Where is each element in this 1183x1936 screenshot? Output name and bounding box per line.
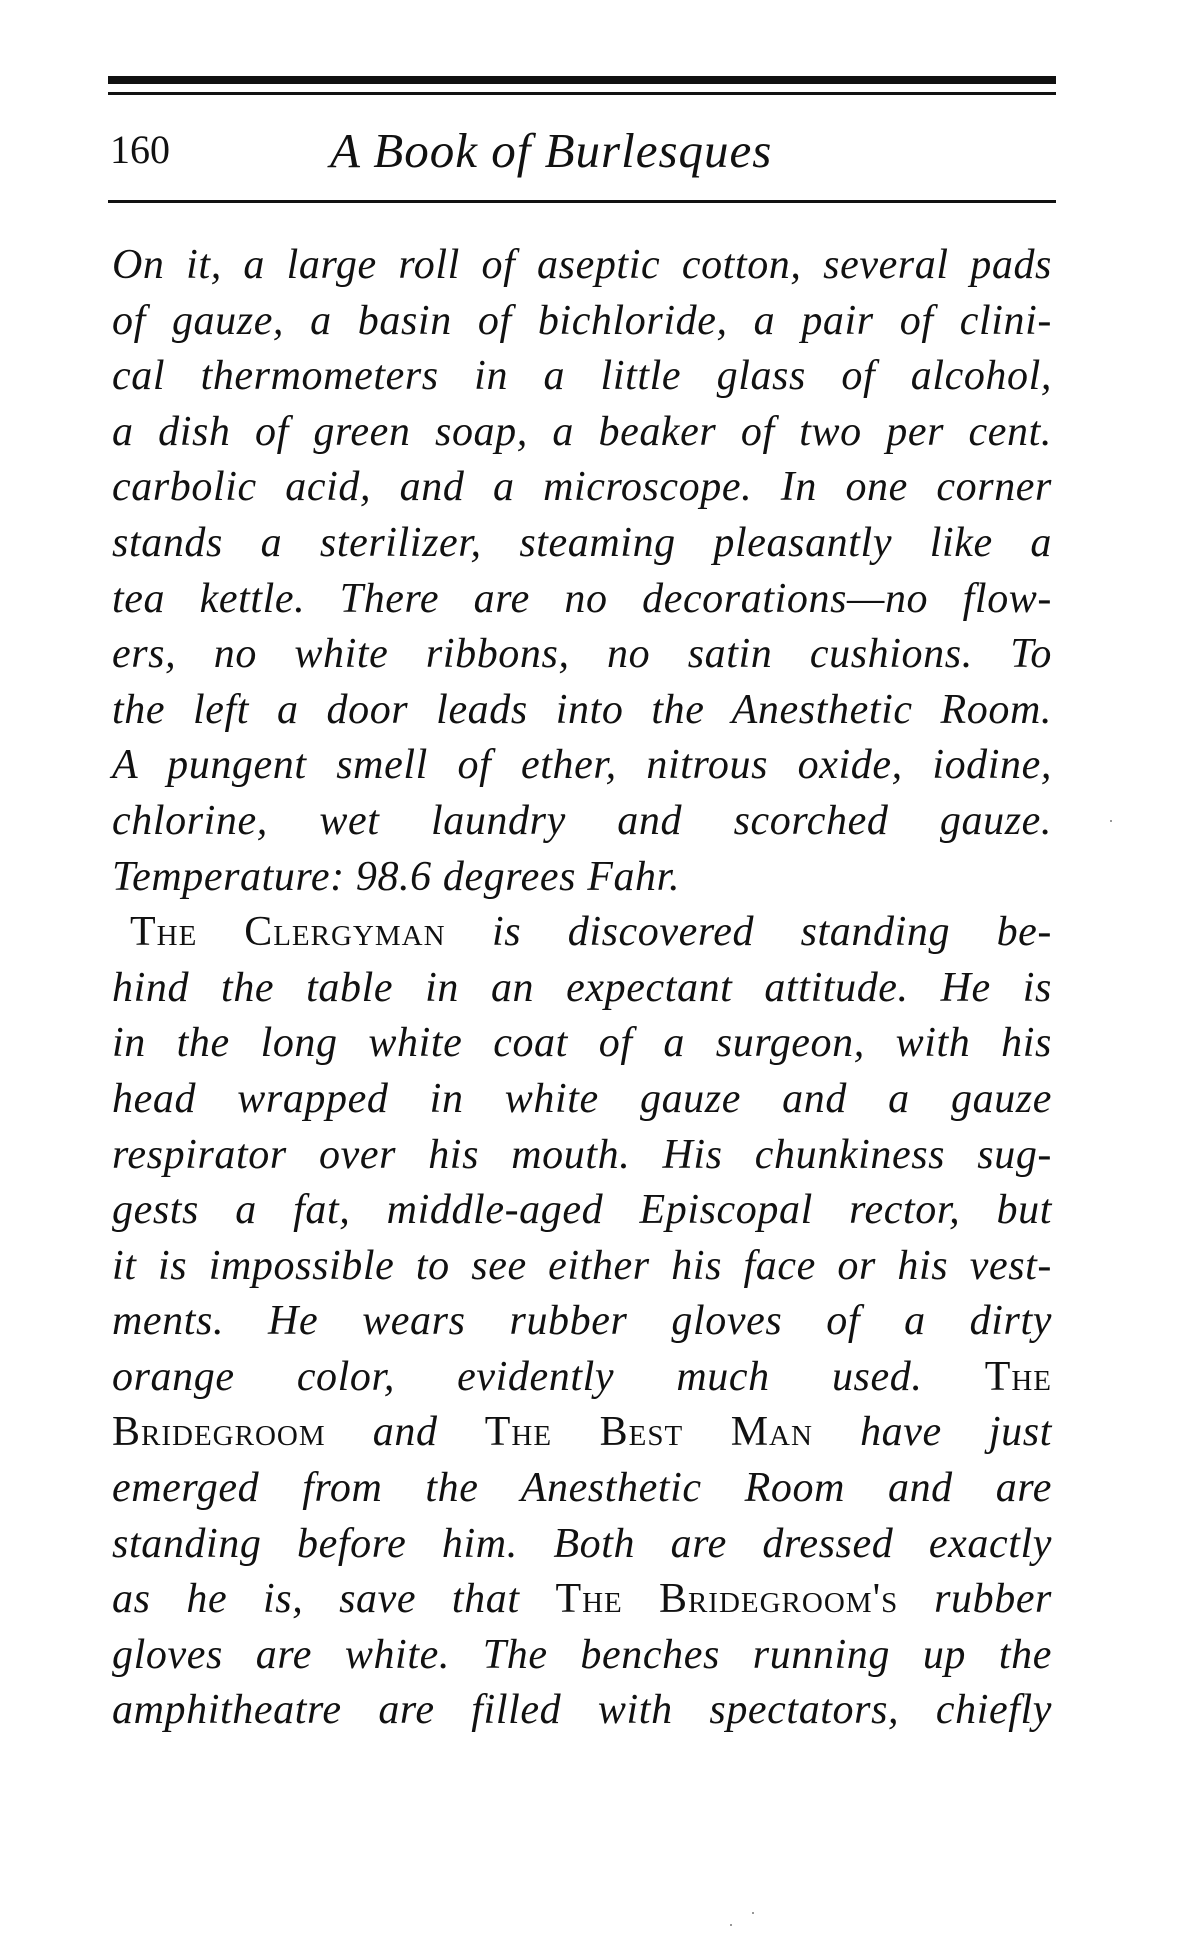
page-header bbox=[108, 122, 1056, 182]
text-fragment: rubber bbox=[898, 1576, 1053, 1623]
text-line: ers, no white ribbons, no satin cushions. To bbox=[112, 631, 1052, 678]
text-line: ments. He wears rubber gloves of a dirty bbox=[112, 1298, 1052, 1345]
header-rule bbox=[108, 200, 1056, 203]
text-line: tea kettle. There are no decorations—no flow- bbox=[112, 575, 1052, 622]
text-fragment: have just bbox=[812, 1409, 1052, 1456]
small-caps-name: The bbox=[984, 1353, 1052, 1400]
small-caps-name: Bridegroom bbox=[112, 1409, 326, 1456]
text-line: gloves are white. The benches running up the bbox=[112, 1631, 1052, 1678]
page-number: 160 bbox=[110, 127, 170, 172]
text-line: standing before him. Both are dressed exactly bbox=[112, 1520, 1052, 1567]
text-line: carbolic acid, and a microscope. In one corner bbox=[112, 464, 1052, 511]
text-line: A pungent smell of ether, nitrous oxide, iodine, bbox=[112, 742, 1052, 789]
text-line: a dish of green soap, a beaker of two per cent. bbox=[112, 408, 1052, 455]
text-fragment: is discovered standing be- bbox=[445, 909, 1052, 956]
body-text bbox=[112, 238, 1052, 1739]
text-line: Temperature: 98.6 degrees Fahr. bbox=[112, 853, 681, 900]
text-line: emerged from the Anesthetic Room and are bbox=[112, 1465, 1052, 1512]
text-line: the left a door leads into the Anesthetic Room. bbox=[112, 686, 1052, 733]
text-line bbox=[112, 1572, 1052, 1628]
top-double-rule-thick bbox=[108, 76, 1056, 84]
text-fragment: orange color, evidently much used. bbox=[112, 1353, 985, 1400]
text-line: On it, a large roll of aseptic cotton, several pads bbox=[112, 242, 1052, 288]
text-line: amphitheatre are filled with spectators, chiefly bbox=[112, 1687, 1052, 1734]
scan-speck bbox=[730, 1924, 732, 1926]
text-line: it is impossible to see either his face or his vest- bbox=[112, 1242, 1052, 1289]
text-line: of gauze, a basin of bichloride, a pair of clini- bbox=[112, 297, 1052, 344]
text-line bbox=[112, 1405, 1052, 1461]
text-line: respirator over his mouth. His chunkiness sug- bbox=[112, 1131, 1052, 1178]
text-line: stands a sterilizer, steaming pleasantly like a bbox=[112, 519, 1052, 566]
running-title: A Book of Burlesques bbox=[330, 123, 773, 178]
text-line: head wrapped in white gauze and a gauze bbox=[112, 1075, 1052, 1122]
small-caps-name: The Bridegroom's bbox=[555, 1576, 899, 1623]
text-line: chlorine, wet laundry and scorched gauze. bbox=[112, 797, 1052, 844]
text-line bbox=[112, 905, 1052, 961]
text-fragment: as he is, save that bbox=[112, 1576, 556, 1623]
text-line: cal thermometers in a little glass of alcohol, bbox=[112, 353, 1052, 400]
text-fragment: and bbox=[325, 1409, 485, 1456]
text-line bbox=[112, 1350, 1052, 1406]
text-line: gests a fat, middle-aged Episcopal rector, but bbox=[112, 1187, 1052, 1234]
text-line: in the long white coat of a surgeon, with his bbox=[112, 1020, 1052, 1067]
small-caps-name: The Clergyman bbox=[130, 909, 446, 956]
scan-speck bbox=[1110, 820, 1112, 822]
scan-speck bbox=[752, 1912, 754, 1914]
top-double-rule-thin bbox=[108, 92, 1056, 95]
small-caps-name: The Best Man bbox=[484, 1409, 813, 1456]
text-line: hind the table in an expectant attitude. He is bbox=[112, 964, 1052, 1011]
